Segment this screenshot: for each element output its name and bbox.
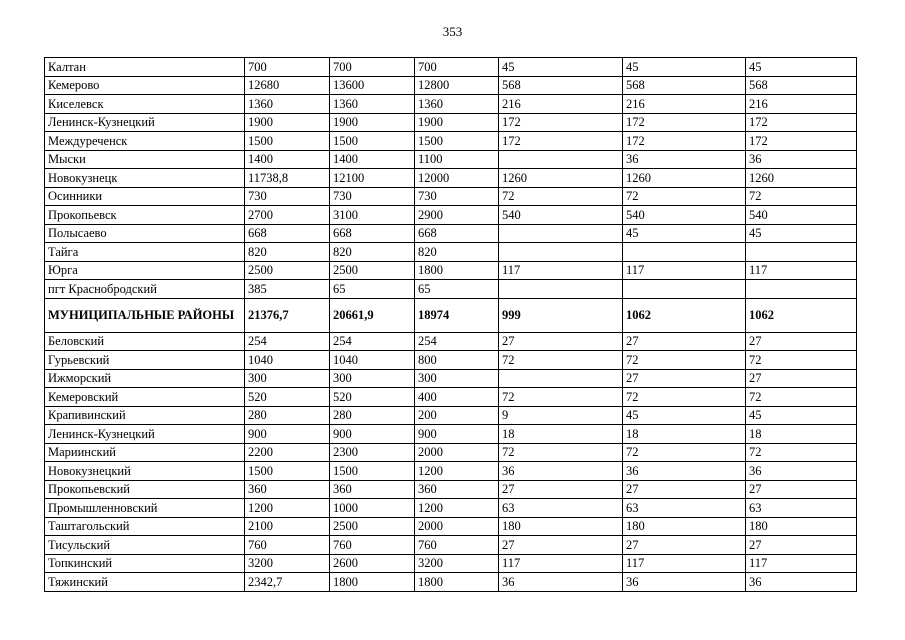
value-cell: 27 (746, 480, 857, 499)
value-cell: 820 (415, 243, 499, 262)
row-name-cell: Осинники (45, 187, 245, 206)
value-cell: 11738,8 (245, 169, 330, 188)
value-cell: 180 (746, 517, 857, 536)
value-cell: 385 (245, 280, 330, 299)
value-cell: 72 (499, 443, 623, 462)
value-cell: 1500 (245, 462, 330, 481)
table-row (45, 280, 857, 299)
row-name-cell: Тайга (45, 243, 245, 262)
value-cell: 27 (623, 536, 746, 555)
value-cell: 1040 (330, 351, 415, 370)
row-name-cell: Беловский (45, 332, 245, 351)
value-cell (499, 369, 623, 388)
value-cell: 36 (623, 150, 746, 169)
value-cell: 568 (623, 76, 746, 95)
value-cell: 1200 (245, 499, 330, 518)
value-cell: 72 (746, 187, 857, 206)
value-cell: 12680 (245, 76, 330, 95)
value-cell: 1800 (415, 261, 499, 280)
value-cell: 1260 (746, 169, 857, 188)
row-name-cell: Прокопьевский (45, 480, 245, 499)
value-cell: 27 (623, 332, 746, 351)
value-cell: 45 (746, 58, 857, 77)
value-cell: 2000 (415, 443, 499, 462)
value-cell: 27 (499, 536, 623, 555)
value-cell: 730 (330, 187, 415, 206)
value-cell: 117 (746, 554, 857, 573)
value-cell: 27 (623, 369, 746, 388)
value-cell: 520 (330, 388, 415, 407)
row-name-cell: Ижморский (45, 369, 245, 388)
value-cell: 36 (499, 462, 623, 481)
value-cell: 12800 (415, 76, 499, 95)
page-number: 353 (442, 24, 463, 39)
value-cell: 117 (623, 261, 746, 280)
value-cell: 2500 (330, 517, 415, 536)
value-cell: 172 (499, 113, 623, 132)
value-cell: 520 (245, 388, 330, 407)
value-cell: 63 (746, 499, 857, 518)
value-cell: 27 (746, 332, 857, 351)
value-cell: 12000 (415, 169, 499, 188)
value-cell: 45 (623, 224, 746, 243)
value-cell: 1062 (623, 298, 746, 332)
value-cell: 18 (499, 425, 623, 444)
value-cell: 3200 (415, 554, 499, 573)
table-row (45, 332, 857, 351)
value-cell (623, 243, 746, 262)
value-cell: 27 (499, 480, 623, 499)
value-cell: 400 (415, 388, 499, 407)
value-cell: 36 (623, 573, 746, 592)
value-cell: 1260 (499, 169, 623, 188)
value-cell: 72 (499, 388, 623, 407)
table-row (45, 187, 857, 206)
value-cell: 45 (623, 406, 746, 425)
value-cell: 2700 (245, 206, 330, 225)
row-name-cell: Кемеровский (45, 388, 245, 407)
row-name-cell: Юрга (45, 261, 245, 280)
value-cell: 1040 (245, 351, 330, 370)
value-cell (499, 243, 623, 262)
value-cell: 45 (623, 58, 746, 77)
value-cell: 36 (746, 150, 857, 169)
value-cell: 63 (499, 499, 623, 518)
value-cell: 1800 (330, 573, 415, 592)
value-cell (746, 280, 857, 299)
value-cell: 360 (245, 480, 330, 499)
value-cell: 65 (330, 280, 415, 299)
value-cell: 900 (415, 425, 499, 444)
value-cell: 1500 (330, 132, 415, 151)
value-cell: 2500 (245, 261, 330, 280)
row-name-cell: Новокузнецк (45, 169, 245, 188)
value-cell: 2100 (245, 517, 330, 536)
row-name-cell: Тяжинский (45, 573, 245, 592)
row-name-cell: Междуреченск (45, 132, 245, 151)
value-cell: 668 (245, 224, 330, 243)
value-cell: 999 (499, 298, 623, 332)
value-cell: 117 (499, 261, 623, 280)
value-cell: 820 (330, 243, 415, 262)
table-row (45, 388, 857, 407)
value-cell: 216 (746, 95, 857, 114)
value-cell: 18974 (415, 298, 499, 332)
value-cell: 300 (330, 369, 415, 388)
row-name-cell: Полысаево (45, 224, 245, 243)
value-cell: 1400 (330, 150, 415, 169)
value-cell: 172 (499, 132, 623, 151)
value-cell: 27 (623, 480, 746, 499)
value-cell: 2900 (415, 206, 499, 225)
value-cell: 45 (746, 224, 857, 243)
value-cell: 2300 (330, 443, 415, 462)
value-cell: 1200 (415, 499, 499, 518)
value-cell: 172 (623, 132, 746, 151)
row-name-cell: Ленинск-Кузнецкий (45, 425, 245, 444)
value-cell: 1360 (330, 95, 415, 114)
value-cell: 1500 (330, 462, 415, 481)
data-table (44, 57, 857, 592)
value-cell: 3100 (330, 206, 415, 225)
table-row (45, 351, 857, 370)
value-cell: 1900 (415, 113, 499, 132)
value-cell: 72 (623, 187, 746, 206)
table-row (45, 95, 857, 114)
value-cell: 568 (746, 76, 857, 95)
value-cell: 36 (746, 462, 857, 481)
value-cell: 27 (499, 332, 623, 351)
table-row (45, 517, 857, 536)
value-cell: 1500 (245, 132, 330, 151)
row-name-cell: Гурьевский (45, 351, 245, 370)
table-body (45, 58, 857, 592)
value-cell: 1360 (245, 95, 330, 114)
table-row (45, 298, 857, 332)
value-cell: 540 (746, 206, 857, 225)
value-cell: 12100 (330, 169, 415, 188)
value-cell: 180 (499, 517, 623, 536)
value-cell: 254 (415, 332, 499, 351)
value-cell: 9 (499, 406, 623, 425)
value-cell: 540 (623, 206, 746, 225)
value-cell: 18 (623, 425, 746, 444)
value-cell: 117 (499, 554, 623, 573)
table-row (45, 113, 857, 132)
value-cell: 1360 (415, 95, 499, 114)
table-row (45, 132, 857, 151)
table-row (45, 462, 857, 481)
row-name-cell: пгт Краснобродский (45, 280, 245, 299)
row-name-cell: Киселевск (45, 95, 245, 114)
value-cell: 72 (746, 443, 857, 462)
value-cell: 63 (623, 499, 746, 518)
row-name-cell: МУНИЦИПАЛЬНЫЕ РАЙОНЫ (45, 298, 245, 332)
value-cell: 360 (330, 480, 415, 499)
value-cell: 72 (746, 351, 857, 370)
value-cell: 117 (746, 261, 857, 280)
value-cell: 36 (623, 462, 746, 481)
table-row (45, 224, 857, 243)
row-name-cell: Мариинский (45, 443, 245, 462)
value-cell: 172 (623, 113, 746, 132)
value-cell: 172 (746, 113, 857, 132)
value-cell: 668 (330, 224, 415, 243)
value-cell: 18 (746, 425, 857, 444)
value-cell: 900 (245, 425, 330, 444)
table-row (45, 536, 857, 555)
value-cell: 668 (415, 224, 499, 243)
table-row (45, 76, 857, 95)
value-cell: 1000 (330, 499, 415, 518)
value-cell: 13600 (330, 76, 415, 95)
table-row (45, 480, 857, 499)
value-cell: 2000 (415, 517, 499, 536)
value-cell: 180 (623, 517, 746, 536)
value-cell: 216 (623, 95, 746, 114)
table-row (45, 406, 857, 425)
table-row (45, 369, 857, 388)
value-cell (746, 243, 857, 262)
value-cell: 27 (746, 536, 857, 555)
value-cell: 1900 (330, 113, 415, 132)
value-cell: 700 (245, 58, 330, 77)
row-name-cell: Новокузнецкий (45, 462, 245, 481)
value-cell: 200 (415, 406, 499, 425)
value-cell: 800 (415, 351, 499, 370)
value-cell: 21376,7 (245, 298, 330, 332)
value-cell: 72 (746, 388, 857, 407)
value-cell: 730 (245, 187, 330, 206)
value-cell: 45 (499, 58, 623, 77)
value-cell: 72 (623, 388, 746, 407)
value-cell (499, 280, 623, 299)
value-cell: 1200 (415, 462, 499, 481)
value-cell: 72 (623, 443, 746, 462)
row-name-cell: Промышленновский (45, 499, 245, 518)
value-cell: 700 (415, 58, 499, 77)
value-cell: 216 (499, 95, 623, 114)
row-name-cell: Прокопьевск (45, 206, 245, 225)
value-cell: 65 (415, 280, 499, 299)
row-name-cell: Тисульский (45, 536, 245, 555)
value-cell: 300 (245, 369, 330, 388)
value-cell: 900 (330, 425, 415, 444)
value-cell: 2600 (330, 554, 415, 573)
value-cell: 280 (330, 406, 415, 425)
table-row (45, 150, 857, 169)
value-cell: 1500 (415, 132, 499, 151)
table-row (45, 206, 857, 225)
value-cell: 254 (245, 332, 330, 351)
value-cell: 2342,7 (245, 573, 330, 592)
value-cell: 760 (245, 536, 330, 555)
value-cell: 820 (245, 243, 330, 262)
value-cell: 568 (499, 76, 623, 95)
value-cell (499, 224, 623, 243)
table-row (45, 554, 857, 573)
value-cell: 1400 (245, 150, 330, 169)
value-cell: 280 (245, 406, 330, 425)
value-cell (499, 150, 623, 169)
row-name-cell: Крапивинский (45, 406, 245, 425)
table-row (45, 261, 857, 280)
value-cell: 27 (746, 369, 857, 388)
value-cell: 760 (330, 536, 415, 555)
table-row (45, 58, 857, 77)
value-cell: 1062 (746, 298, 857, 332)
row-name-cell: Топкинский (45, 554, 245, 573)
value-cell: 20661,9 (330, 298, 415, 332)
value-cell: 2500 (330, 261, 415, 280)
value-cell: 254 (330, 332, 415, 351)
table-row (45, 169, 857, 188)
row-name-cell: Таштагольский (45, 517, 245, 536)
table-row (45, 499, 857, 518)
value-cell: 300 (415, 369, 499, 388)
row-name-cell: Ленинск-Кузнецкий (45, 113, 245, 132)
value-cell: 760 (415, 536, 499, 555)
value-cell: 72 (623, 351, 746, 370)
value-cell: 1800 (415, 573, 499, 592)
row-name-cell: Кемерово (45, 76, 245, 95)
table-row (45, 443, 857, 462)
value-cell: 36 (746, 573, 857, 592)
value-cell: 1100 (415, 150, 499, 169)
value-cell: 1260 (623, 169, 746, 188)
table-row (45, 425, 857, 444)
value-cell: 172 (746, 132, 857, 151)
value-cell: 540 (499, 206, 623, 225)
value-cell: 72 (499, 187, 623, 206)
value-cell: 117 (623, 554, 746, 573)
value-cell: 360 (415, 480, 499, 499)
value-cell: 72 (499, 351, 623, 370)
value-cell: 3200 (245, 554, 330, 573)
value-cell (623, 280, 746, 299)
table-row (45, 243, 857, 262)
value-cell: 700 (330, 58, 415, 77)
value-cell: 2200 (245, 443, 330, 462)
value-cell: 36 (499, 573, 623, 592)
table-row (45, 573, 857, 592)
value-cell: 45 (746, 406, 857, 425)
value-cell: 730 (415, 187, 499, 206)
row-name-cell: Калтан (45, 58, 245, 77)
row-name-cell: Мыски (45, 150, 245, 169)
value-cell: 1900 (245, 113, 330, 132)
